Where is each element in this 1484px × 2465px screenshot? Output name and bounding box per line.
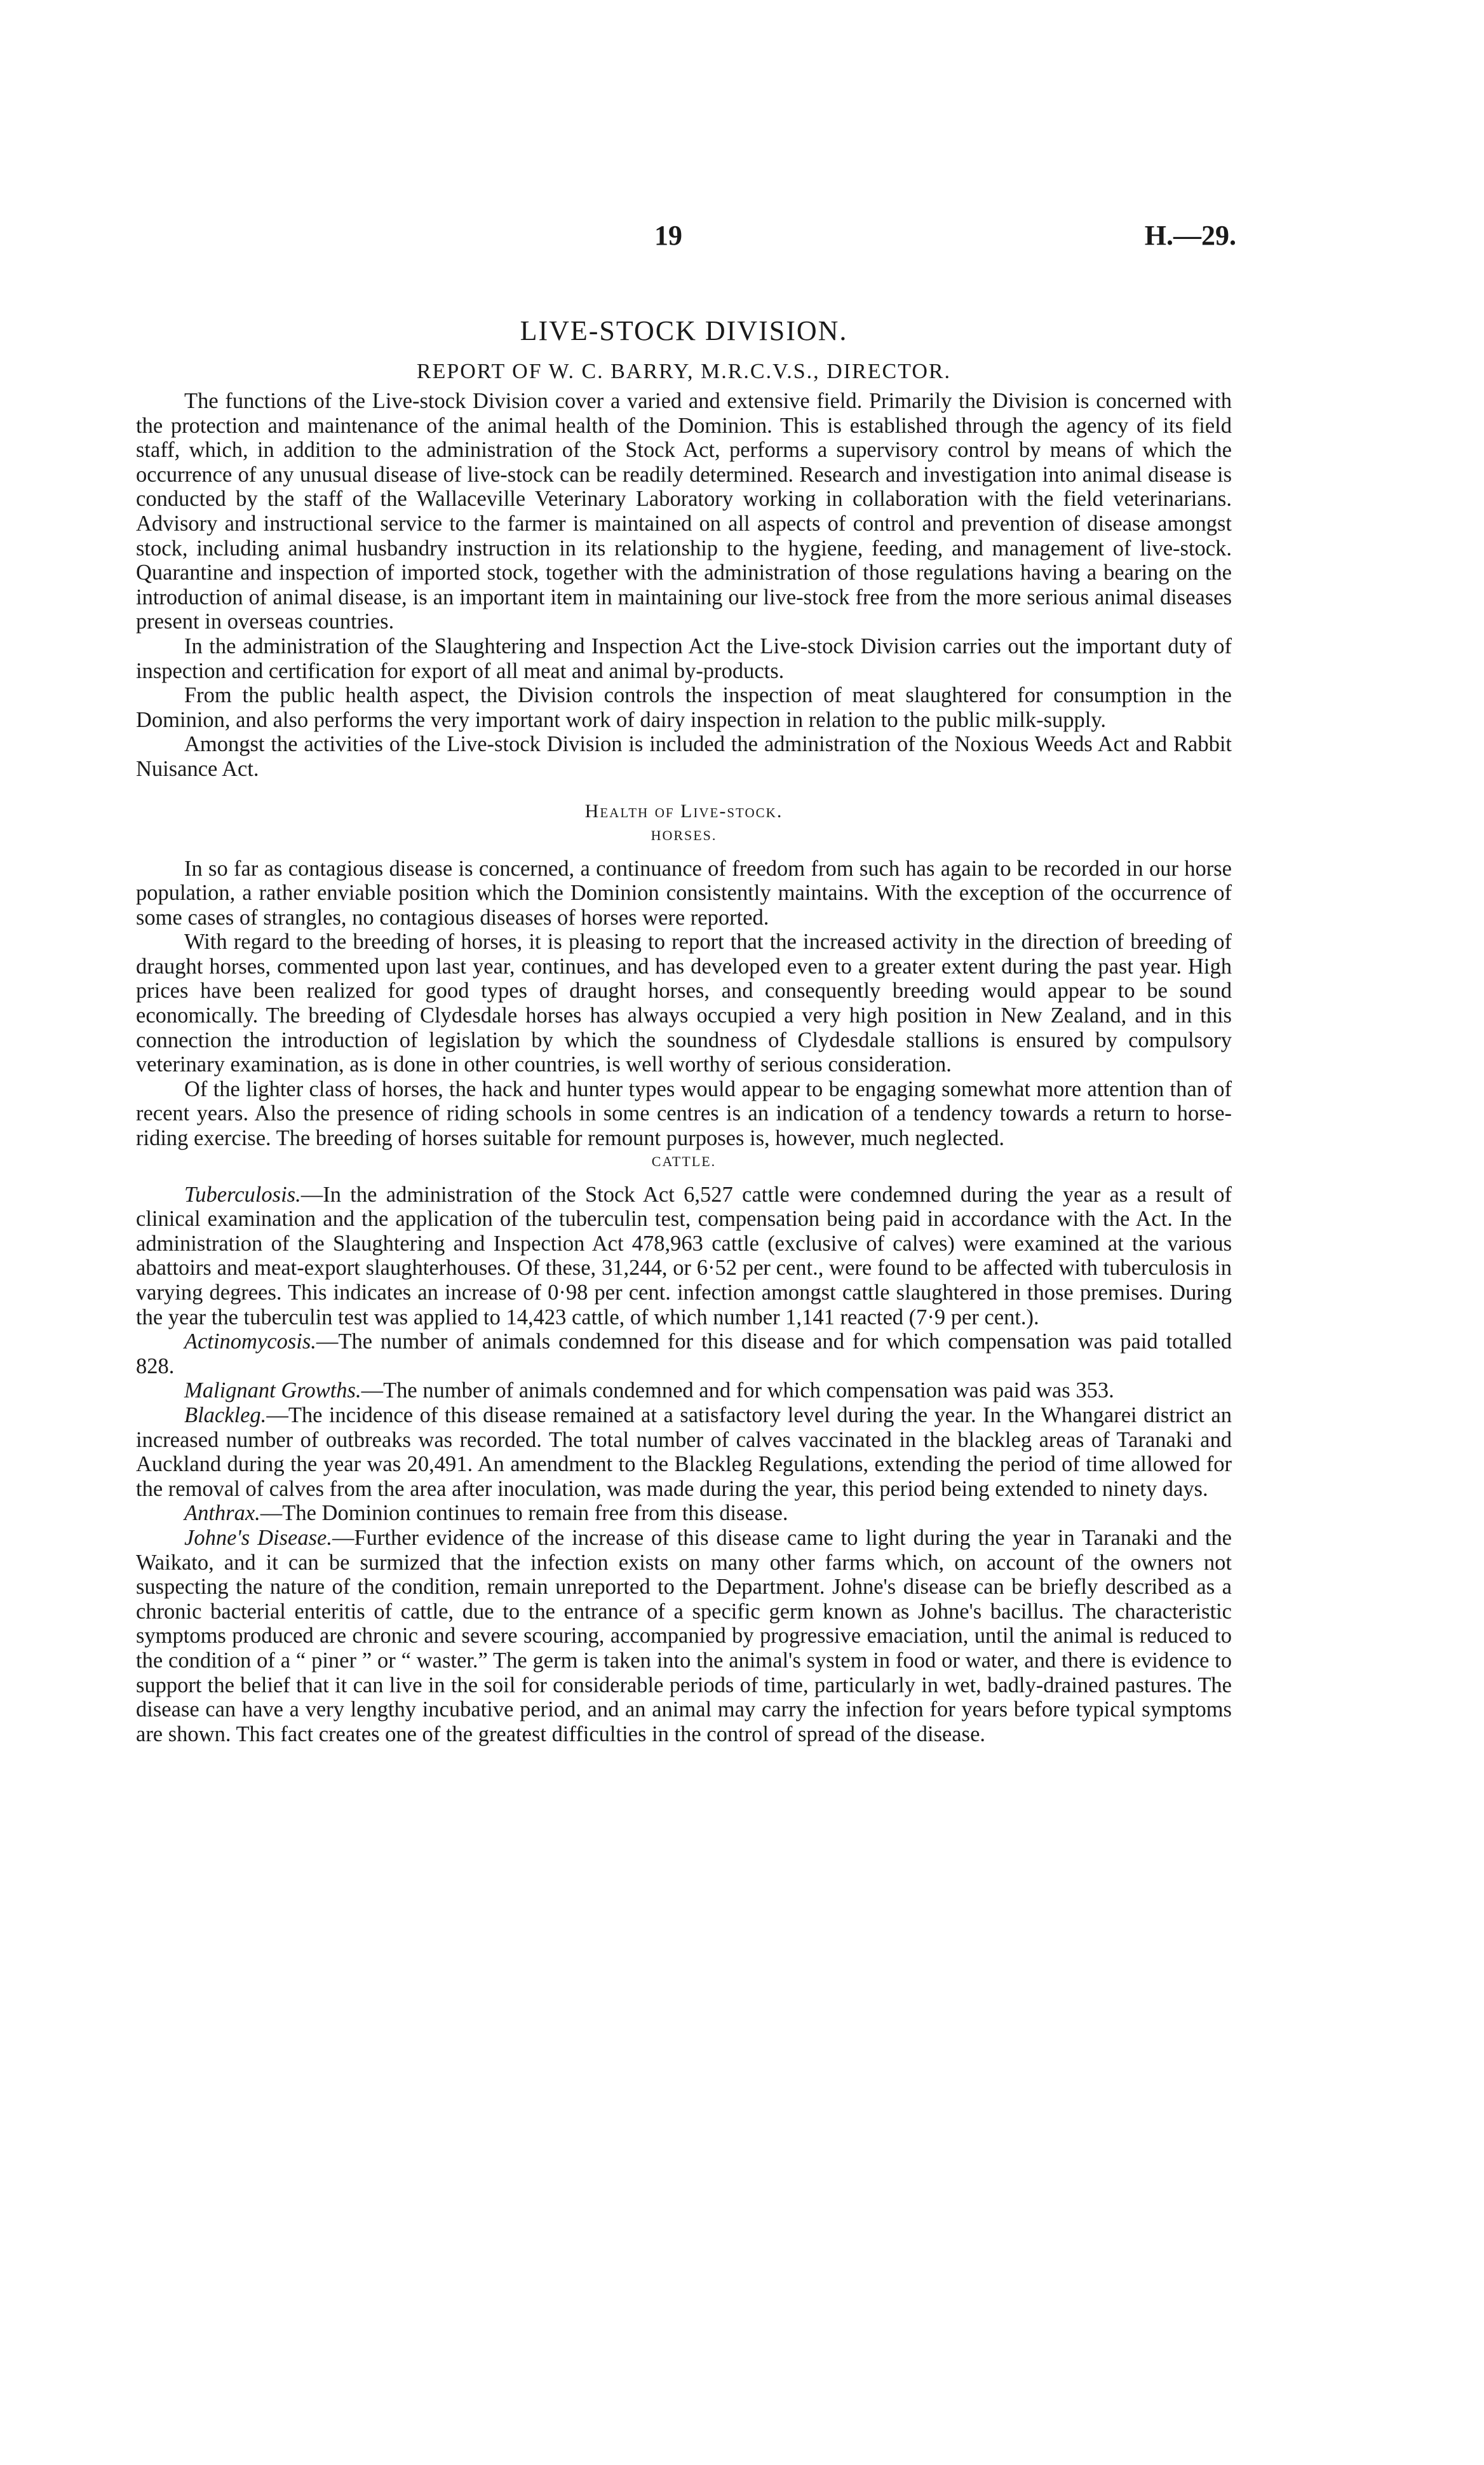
intro-paragraph: The functions of the Live-stock Division cover a varied and extensive field. Primarily the Division is concerned with the protection and maintenance of the animal health of the Dominion. This is established through the agency of its field staff, which, in addition to the administration of the Stock Act, performs a supervisory control by means of which the occurrence of any unusual disease of live-stock can be readily determined. Research and investigation into animal disease is conducted by the staff of the Wallaceville Veterinary Laboratory working in collaboration with the field veterinarians. Advisory and instructional service to the farmer is maintained on all aspects of control and prevention of disease amongst stock, including animal husbandry instruction in its relationship to the hygiene, feeding, and management of live-stock. Quarantine and inspection of imported stock, together with the administration of those regulations having a bearing on the introduction of animal disease, is an important item in maintaining our live-stock free from the more serious animal diseases present in overseas countries. [136, 389, 1232, 634]
cattle-paragraph-malignant-growths: Malignant Growths.—The number of animals condemned and for which compensation was paid was 353. [184, 1378, 1114, 1403]
cattle-paragraph-anthrax: Anthrax.—The Dominion continues to remain free from this disease. [184, 1501, 788, 1526]
intro-paragraph: From the public health aspect, the Division controls the inspection of meat slaughtered for consumption in the Dominion, and also performs the very important work of dairy inspection in relation to the public milk-supply. [136, 683, 1232, 732]
page-header [0, 219, 1484, 257]
cattle-paragraph-actinomycosis: Actinomycosis.—The number of animals condemned for this disease and for which compensation was paid totalled 828. [136, 1329, 1232, 1378]
disease-term: Tuberculosis. [184, 1182, 301, 1207]
page-number: 19 [654, 220, 682, 251]
cattle-heading: CATTLE. [651, 1153, 717, 1169]
division-title: LIVE-STOCK DIVISION. [520, 315, 848, 346]
cattle-paragraph-johnes-disease: Johne's Disease.—Further evidence of the increase of this disease came to light during the year in Taranaki and the Waikato, and it can be surmized that the infection exists on many other farms which, on account of the owners not suspecting the nature of the condition, remain unreported to the Department. Johne's disease can be briefly described as a chronic bacterial enteritis of cattle, due to the entrance of a specific germ known as Johne's bacillus. The characteristic symptoms produced are chronic and severe scouring, accompanied by progressive emaciation, until the animal is reduced to the condition of a “ piner ” or “ waster.” The germ is taken into the animal's system in food or water, and there is evidence to support the belief that it can live in the soil for considerable periods of time, particularly in wet, badly-drained pastures. The disease can have a very lengthy incubative period, and an animal may carry the infection for years before typical symptoms are shown. This fact creates one of the greatest difficulties in the control of spread of the disease. [136, 1525, 1232, 1746]
intro-paragraph: Amongst the activities of the Live-stock Division is included the administration of the Noxious Weeds Act and Rabbit Nuisance Act. [136, 732, 1232, 781]
horses-paragraph: In so far as contagious disease is concerned, a continuance of freedom from such has again to be recorded in our horse population, a rather enviable position which the Dominion consistently maintains. With the exception of the occurrence of some cases of strangles, no contagious diseases of horses were reported. [136, 856, 1232, 930]
cattle-section [136, 1183, 1232, 1747]
cattle-paragraph-blackleg: Blackleg.—The incidence of this disease remained at a satisfactory level during the year. In the Whangarei district an increased number of outbreaks was recorded. The total number of calves vaccinated in the blackleg areas of Taranaki and Auckland during the year was 20,491. An amendment to the Blackleg Regulations, extending the period of time allowed for the removal of calves from the area after inoculation, was made during the year, this period being extended to ninety days. [136, 1402, 1232, 1501]
disease-term: Actinomycosis. [184, 1329, 316, 1354]
horses-paragraph: With regard to the breeding of horses, it is pleasing to report that the increased activity in the direction of breeding of draught horses, commented upon last year, continues, and has developed even to a greater extent during the past year. High prices have been realized for good types of draught horses, and consequently breeding would appear to be sound economically. The breeding of Clydesdale horses has always occupied a very high position in New Zealand, and in this connection the introduction of legislation by which the soundness of Clydesdale stallions is ensured by compulsory veterinary examination, as is done in other countries, is well worthy of serious consideration. [136, 930, 1232, 1077]
intro-section [136, 389, 1232, 782]
disease-term: Johne's Disease. [184, 1525, 332, 1550]
horses-paragraph: Of the lighter class of horses, the hack and hunter types would appear to be engaging somewhat more attention than of recent years. Also the presence of riding schools in some centres is an indication of a tendency towards a return to horse-riding exercise. The breeding of horses suitable for remount purposes is, however, much neglected. [136, 1076, 1232, 1151]
health-heading: Health of Live-stock. [584, 800, 783, 822]
disease-term: Blackleg. [184, 1402, 267, 1427]
report-title: REPORT OF W. C. BARRY, M.R.C.V.S., DIRECTOR. [416, 360, 952, 383]
intro-paragraph: In the administration of the Slaughtering and Inspection Act the Live-stock Division carries out the important duty of inspection and certification for export of all meat and animal by-products. [136, 634, 1232, 683]
cattle-paragraph-tuberculosis: Tuberculosis.—In the administration of the Stock Act 6,527 cattle were condemned during the year as a result of clinical examination and the application of the tuberculin test, compensation being paid in accordance with the Act. In the administration of the Slaughtering and Inspection Act 478,963 cattle (exclusive of calves) were examined at the various abattoirs and meat-export slaughterhouses. Of these, 31,244, or 6·52 per cent., were found to be affected with tuberculosis in varying degrees. This indicates an increase of 0·98 per cent. infection amongst cattle slaughtered in those premises. During the year the tuberculin test was applied to 14,423 cattle, of which number 1,141 reacted (7·9 per cent.). [136, 1182, 1232, 1329]
disease-term: Anthrax. [184, 1501, 260, 1526]
page-content [136, 315, 1232, 1746]
paper-reference: H.—29. [1144, 220, 1236, 251]
horses-heading: HORSES. [651, 827, 717, 843]
horses-section [136, 857, 1232, 1151]
disease-term: Malignant Growths. [184, 1378, 361, 1403]
